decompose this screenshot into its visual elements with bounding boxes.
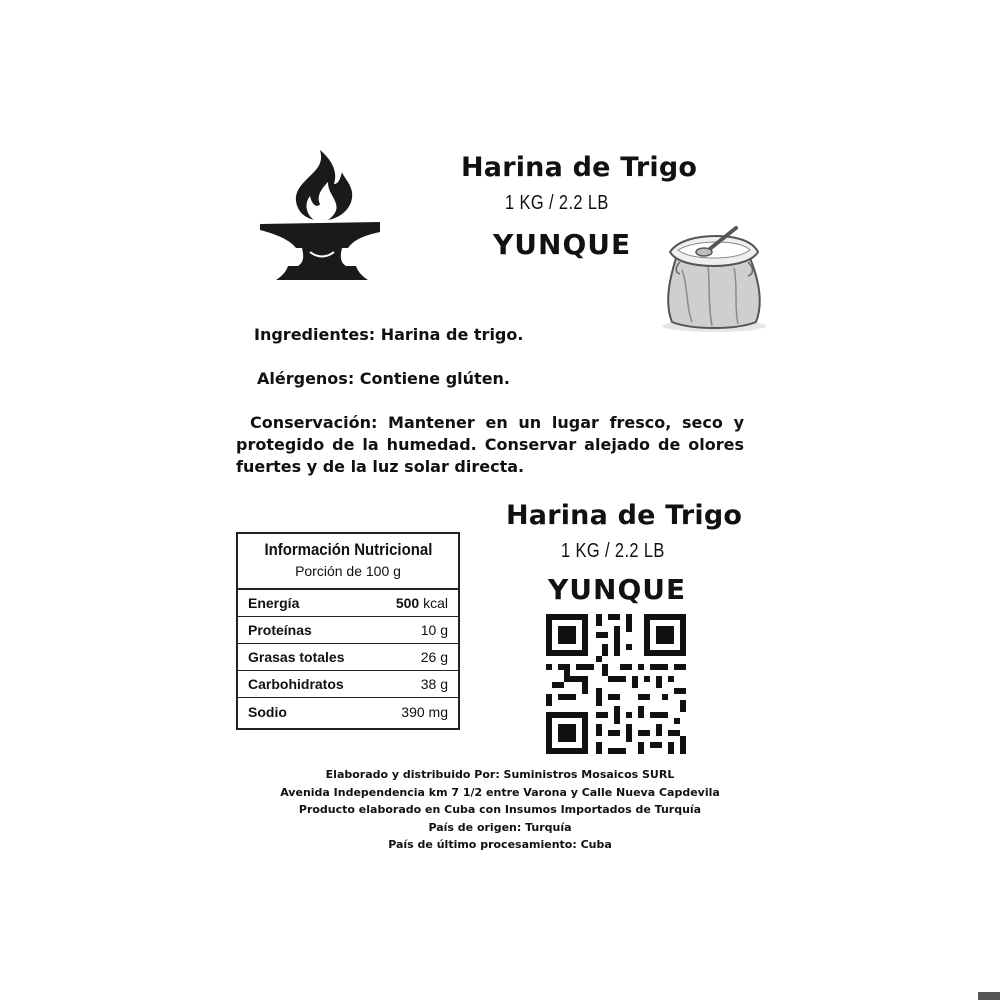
row-label: Grasas totales	[248, 649, 345, 665]
allergens-text: Alérgenos: Contiene glúten.	[257, 369, 511, 388]
row-label: Sodio	[248, 703, 287, 720]
nutrition-header	[238, 534, 458, 590]
footer-line: País de origen: Turquía	[428, 820, 572, 834]
ingredients-text: Ingredientes: Harina de trigo.	[254, 325, 524, 344]
table-row	[238, 644, 458, 671]
brand-name: YUNQUE	[493, 228, 632, 261]
nutrition-title: Información Nutricional	[264, 540, 432, 559]
anvil-with-flame-icon	[258, 148, 386, 284]
row-value: 38 g	[420, 676, 448, 692]
table-row	[238, 590, 458, 617]
flour-sack-icon	[658, 222, 770, 334]
nutrition-table	[236, 532, 460, 730]
product-weight: 1 KG / 2.2 LB	[505, 192, 609, 214]
row-value: 26 g	[420, 649, 448, 665]
brand-name-secondary: YUNQUE	[548, 573, 687, 606]
conservation-text: Conservación: Mantener en un lugar fresco, seco y protegido de la humedad. Conservar alejado de olores fuertes y de la luz solar directa.	[236, 413, 744, 476]
table-row	[238, 617, 458, 644]
product-name-secondary: Harina de Trigo	[506, 500, 743, 531]
footer-line: Avenida Independencia km 7 1/2 entre Varona y Calle Nueva Capdevila	[280, 785, 720, 799]
row-label: Energía	[248, 595, 300, 611]
footer-line: Producto elaborado en Cuba con Insumos Importados de Turquía	[298, 803, 702, 816]
qr-code	[546, 614, 686, 754]
row-value: 390 mg	[401, 703, 448, 720]
table-row	[238, 698, 458, 725]
row-label: Carbohidratos	[248, 676, 344, 692]
row-value: 10 g	[420, 622, 448, 638]
footer-line: País de último procesamiento: Cuba	[388, 838, 612, 851]
row-value: 500 kcal	[395, 595, 448, 611]
table-row	[238, 671, 458, 698]
row-label: Proteínas	[248, 622, 312, 638]
footer-line: Elaborado y distribuido Por: Suministros Mosaicos SURL	[325, 768, 675, 781]
product-weight-secondary: 1 KG / 2.2 LB	[561, 540, 665, 562]
nutrition-portion: Porción de 100 g	[295, 563, 401, 579]
footer-info	[200, 766, 800, 854]
product-name: Harina de Trigo	[461, 152, 698, 183]
corner-mark	[978, 992, 1000, 1000]
